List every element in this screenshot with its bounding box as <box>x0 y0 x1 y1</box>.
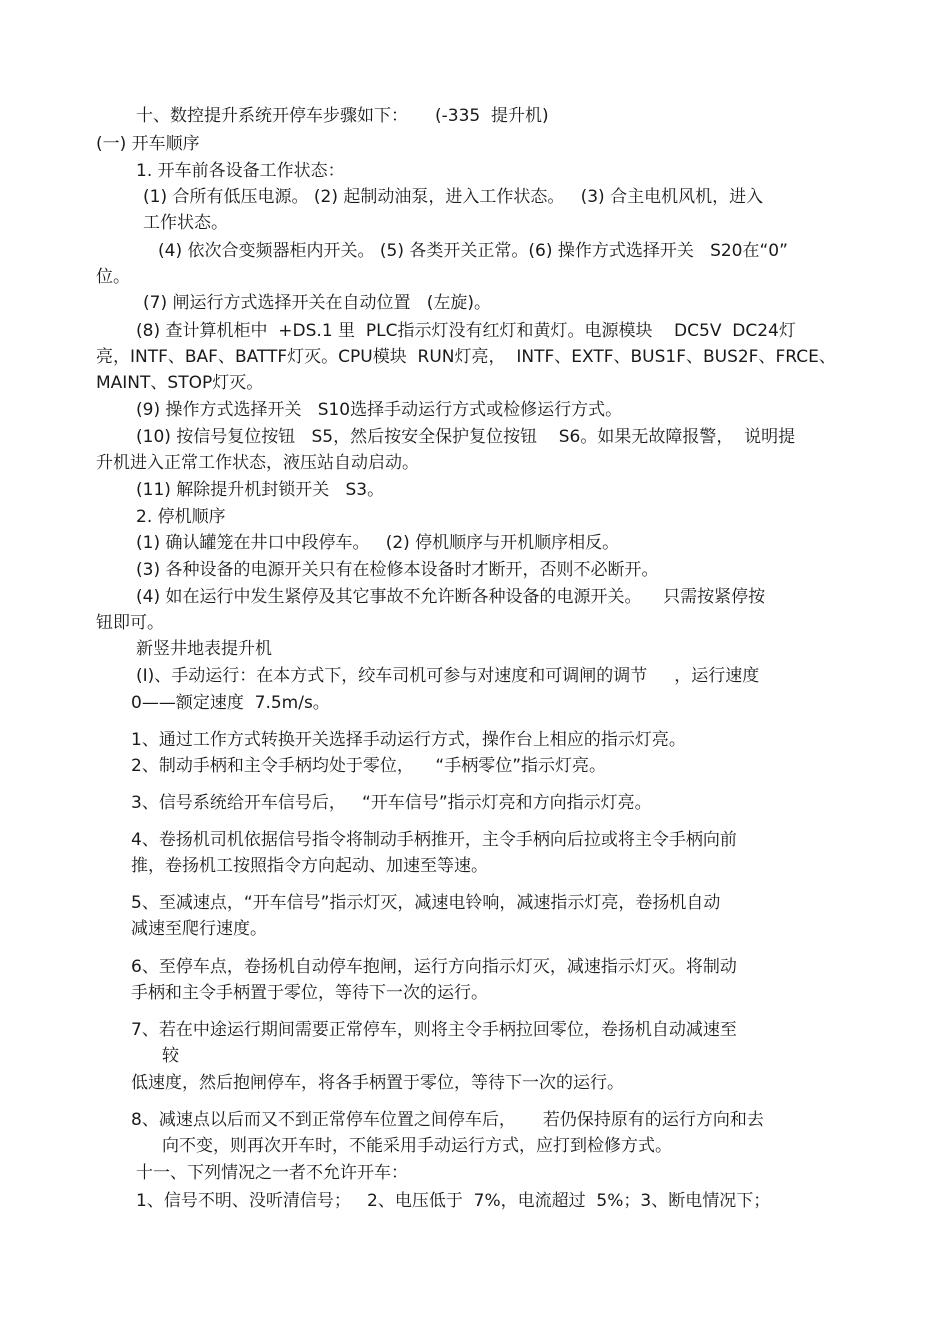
paragraph-line: 2、制动手柄和主令手柄均处于零位， “手柄零位”指示灯亮。 <box>131 756 607 776</box>
paragraph-line: (7) 闸运行方式选择开关在自动位置 (左旋)。 <box>143 293 491 313</box>
paragraph-line: (4) 如在运行中发生紧停及其它事故不允许断各种设备的电源开关。 只需按紧停按 <box>136 587 766 607</box>
section-heading: 十一、下列情况之一者不允许开车： <box>136 1163 408 1183</box>
paragraph-line: (11) 解除提升机封锁开关 S3。 <box>136 480 385 500</box>
paragraph-line: 7、若在中途运行期间需要正常停车，则将主令手柄拉回零位，卷扬机自动减速至 <box>131 1020 737 1040</box>
paragraph-line: 钮即可。 <box>96 613 164 633</box>
paragraph-line: (1) 合所有低压电源。 (2) 起制动油泵，进入工作状态。 (3) 合主电机风机，进入 <box>143 187 764 207</box>
subsection-heading: 新竖井地表提升机 <box>136 639 272 659</box>
paragraph-line: 减速至爬行速度。 <box>131 919 267 939</box>
paragraph-line: 4、卷扬机司机依据信号指令将制动手柄推开，主令手柄向后拉或将主令手柄向前 <box>131 830 737 850</box>
paragraph-line: 5、至减速点，“开车信号”指示灯灭，减速电铃响，减速指示灯亮，卷扬机自动 <box>131 893 721 913</box>
section-heading: 十、数控提升系统开停车步骤如下： (-335 提升机) <box>136 106 549 126</box>
paragraph-line: 1、通过工作方式转换开关选择手动运行方式，操作台上相应的指示灯亮。 <box>131 730 686 750</box>
paragraph-line: 亮，INTF、BAF、BATTF灯灭。CPU模块 RUN灯亮， INTF、EXTF、BUS1F、BUS2F、FRCE、 <box>96 347 836 367</box>
paragraph-line: 低速度，然后抱闸停车，将各手柄置于零位，等待下一次的运行。 <box>131 1073 624 1093</box>
paragraph-line: MAINT、STOP灯灭。 <box>96 373 264 393</box>
paragraph-line: 1. 开车前各设备工作状态： <box>136 161 345 181</box>
paragraph-line: (Ⅰ)、手动运行：在本方式下，绞车司机可参与对速度和可调闸的调节 ，运行速度 <box>136 666 760 686</box>
subsection-heading: 2. 停机顺序 <box>136 507 226 527</box>
paragraph-line: (3) 各种设备的电源开关只有在检修本设备时才断开，否则不必断开。 <box>136 560 659 580</box>
paragraph-line: (8) 查计算机柜中 +DS.1 里 PLC指示灯没有红灯和黄灯。电源模块 DC5V DC24灯 <box>136 321 796 341</box>
paragraph-line: (1) 确认罐笼在井口中段停车。 (2) 停机顺序与开机顺序相反。 <box>136 533 620 553</box>
paragraph-line: 3、信号系统给开车信号后， “开车信号”指示灯亮和方向指示灯亮。 <box>131 793 652 813</box>
subsection-heading: (一) 开车顺序 <box>96 134 200 154</box>
paragraph-line: 0——额定速度 7.5m/s。 <box>131 693 330 713</box>
paragraph-line: 位。 <box>96 267 130 287</box>
paragraph-line: 较 <box>162 1046 179 1066</box>
paragraph-line: 推，卷扬机工按照指令方向起动、加速至等速。 <box>131 856 488 876</box>
paragraph-line: (9) 操作方式选择开关 S10选择手动运行方式或检修运行方式。 <box>136 400 623 420</box>
paragraph-line: 1、信号不明、没听清信号； 2、电压低于 7%，电流超过 5%；3、断电情况下； <box>136 1191 771 1211</box>
paragraph-line: (10) 按信号复位按钮 S5，然后按安全保护复位按钮 S6。如果无故障报警， 说明提 <box>136 427 796 447</box>
paragraph-line: 升机进入正常工作状态，液压站自动启动。 <box>96 453 419 473</box>
paragraph-line: 向不变，则再次开车时，不能采用手动运行方式，应打到检修方式。 <box>162 1136 672 1156</box>
paragraph-line: 工作状态。 <box>143 213 228 233</box>
paragraph-line: 6、至停车点，卷扬机自动停车抱闸，运行方向指示灯灭，减速指示灯灭。将制动 <box>131 957 737 977</box>
paragraph-line: (4) 依次合变频器柜内开关。 (5) 各类开关正常。(6) 操作方式选择开关 S20在“0” <box>158 241 788 261</box>
paragraph-line: 手柄和主令手柄置于零位，等待下一次的运行。 <box>131 983 488 1003</box>
paragraph-line: 8、减速点以后而又不到正常停车位置之间停车后， 若仍保持原有的运行方向和去 <box>131 1110 764 1130</box>
